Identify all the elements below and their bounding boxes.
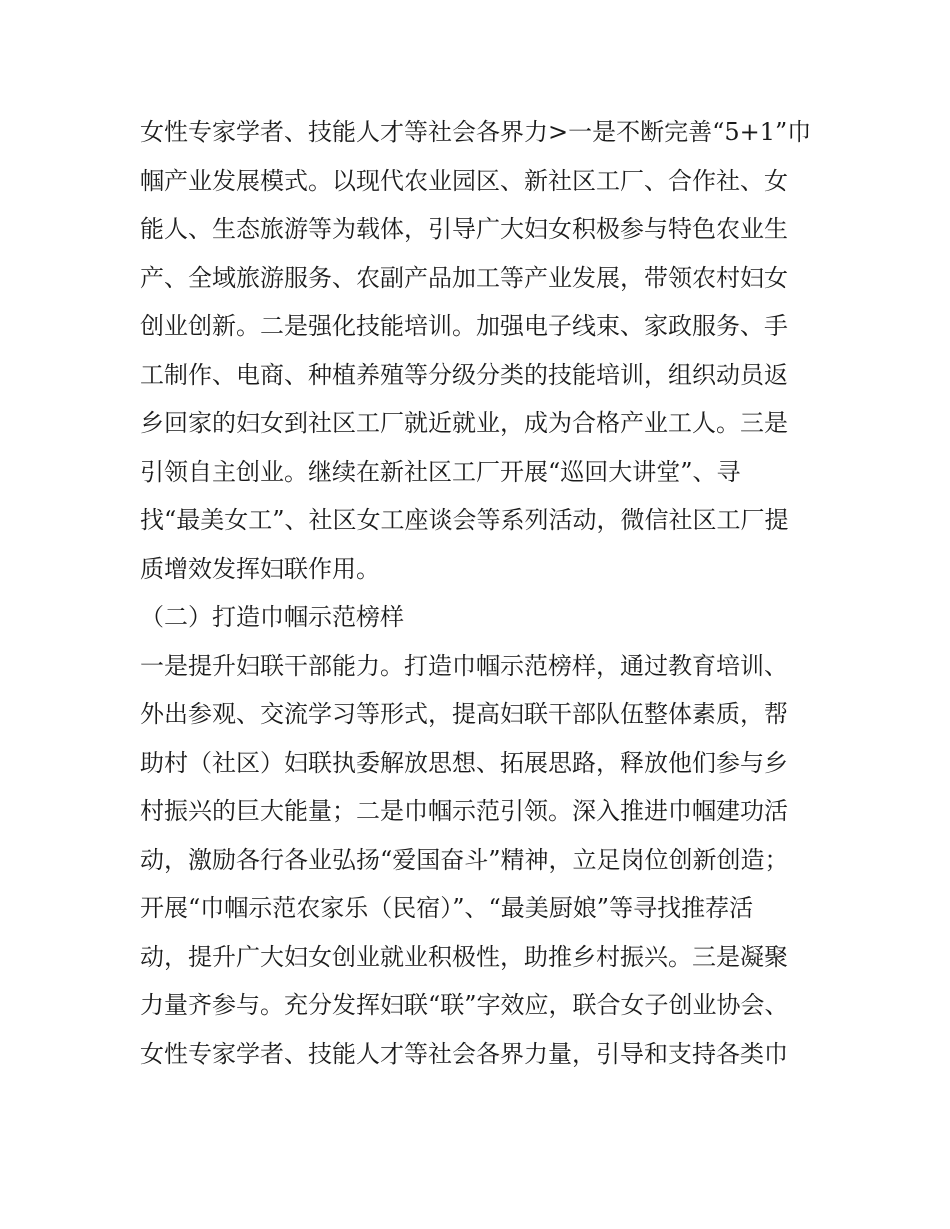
- text-line-13: 外出参观、交流学习等形式，提高妇联干部队伍整体素质，帮: [140, 700, 788, 728]
- text-line-1: 女性专家学者、技能人才等社会各界力>一是不断完善“5+1”巾: [140, 118, 812, 146]
- document-body: [140, 108, 820, 1078]
- text-line-20: 女性专家学者、技能人才等社会各界力量，引导和支持各类巾: [140, 1039, 788, 1068]
- text-line-12: 一是提升妇联干部能力。打造巾帼示范榜样，通过教育培训、: [140, 651, 788, 680]
- text-line-2: 帼产业发展模式。以现代农业园区、新社区工厂、合作社、女: [140, 166, 788, 195]
- text-line-15: 村振兴的巨大能量；二是巾帼示范引领。深入推进巾帼建功活: [140, 797, 788, 825]
- text-line-3: 能人、生态旅游等为载体，引导广大妇女积极参与特色农业生: [140, 215, 788, 243]
- text-line-7: 乡回家的妇女到社区工厂就近就业，成为合格产业工人。三是: [140, 409, 788, 437]
- text-line-4: 产、全域旅游服务、农副产品加工等产业发展，带领农村妇女: [140, 263, 788, 292]
- text-line-10: 质增效发挥妇联作用。: [140, 554, 380, 583]
- text-line-19: 力量齐参与。充分发挥妇联“联”字效应，联合女子创业协会、: [140, 991, 789, 1019]
- text-line-5: 创业创新。二是强化技能培训。加强电子线束、家政服务、手: [140, 312, 788, 340]
- text-line-16: 动，激励各行各业弘扬“爱国奋斗”精神，立足岗位创新创造；: [140, 845, 789, 874]
- text-line-9: 找“最美女工”、社区女工座谈会等系列活动，微信社区工厂提: [140, 506, 789, 534]
- text-line-14: 助村（社区）妇联执委解放思想、拓展思路，释放他们参与乡: [140, 748, 788, 777]
- section-heading: （二）打造巾帼示范榜样: [140, 603, 404, 631]
- text-line-18: 动，提升广大妇女创业就业积极性，助推乡村振兴。三是凝聚: [140, 942, 788, 971]
- text-line-8: 引领自主创业。继续在新社区工厂开展“巡回大讲堂”、寻: [140, 457, 741, 486]
- text-line-17: 开展“巾帼示范农家乐（民宿）”、“最美厨娘”等寻找推荐活: [140, 894, 754, 922]
- text-line-6: 工制作、电商、种植养殖等分级分类的技能培训，组织动员返: [140, 360, 788, 389]
